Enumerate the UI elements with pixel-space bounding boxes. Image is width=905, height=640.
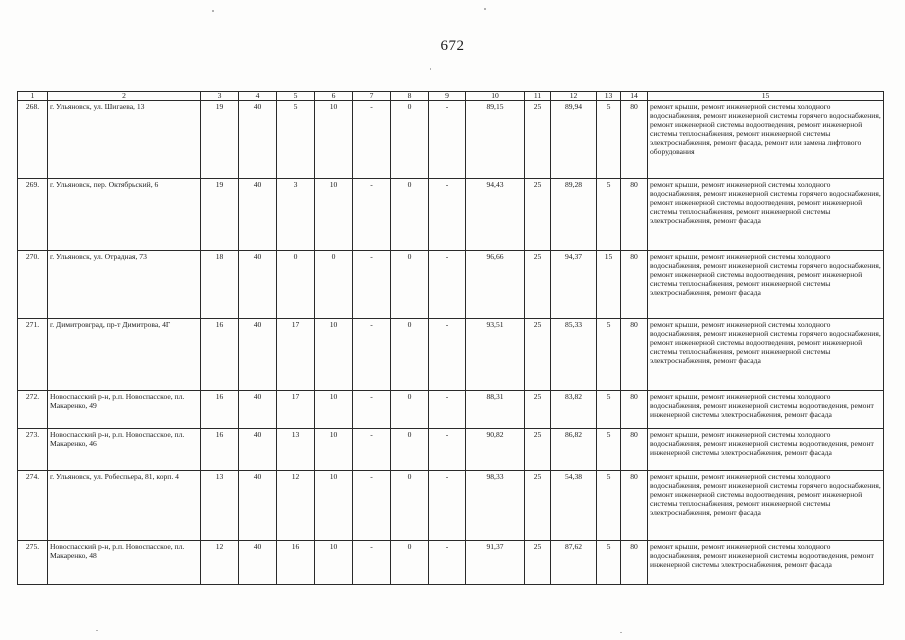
table-row [18, 391, 884, 429]
col7-cell: - [353, 179, 391, 251]
col7-cell: - [353, 391, 391, 429]
column-number-row [18, 92, 884, 101]
column-number: 2 [48, 92, 201, 101]
col13-cell: 5 [597, 391, 621, 429]
column-number: 4 [239, 92, 277, 101]
repair-register-table [17, 91, 884, 585]
col6-cell: 0 [315, 251, 353, 319]
col4-cell: 40 [239, 471, 277, 541]
col5-cell: 16 [277, 541, 315, 585]
col13-cell: 5 [597, 319, 621, 391]
column-number: 6 [315, 92, 353, 101]
works-cell: ремонт крыши, ремонт инженерной системы холодного водоснабжения, ремонт инженерной системы водоотведения, ремонт инженерной системы электроснабжения, ремонт фасада [648, 541, 884, 585]
column-number: 10 [466, 92, 525, 101]
scan-speck [96, 630, 98, 631]
col14-cell: 80 [621, 429, 648, 471]
col9-cell: - [429, 541, 466, 585]
col11-cell: 25 [525, 251, 551, 319]
col10-cell: 93,51 [466, 319, 525, 391]
row-number: 269. [18, 179, 48, 251]
address-cell: г. Ульяновск, ул. Отрадная, 73 [48, 251, 201, 319]
col9-cell: - [429, 471, 466, 541]
works-cell: ремонт крыши, ремонт инженерной системы холодного водоснабжения, ремонт инженерной системы горячего водоснабжения, ремонт инженерной системы водоотведения, ремонт инженерной системы теплоснабжения, ремонт инженерной системы электроснабжения, ремонт фасада [648, 251, 884, 319]
col10-cell: 91,37 [466, 541, 525, 585]
col6-cell: 10 [315, 541, 353, 585]
row-number: 273. [18, 429, 48, 471]
row-number: 268. [18, 101, 48, 179]
col8-cell: 0 [391, 429, 429, 471]
scan-speck [212, 10, 214, 12]
col13-cell: 15 [597, 251, 621, 319]
col10-cell: 89,15 [466, 101, 525, 179]
works-cell: ремонт крыши, ремонт инженерной системы холодного водоснабжения, ремонт инженерной системы горячего водоснабжения, ремонт инженерной системы водоотведения, ремонт инженерной системы теплоснабжения, ремонт инженерной системы электроснабжения, ремонт фасада [648, 471, 884, 541]
works-cell: ремонт крыши, ремонт инженерной системы холодного водоснабжения, ремонт инженерной системы водоотведения, ремонт инженерной системы электроснабжения, ремонт фасада [648, 391, 884, 429]
col12-cell: 85,33 [551, 319, 597, 391]
col5-cell: 3 [277, 179, 315, 251]
col14-cell: 80 [621, 101, 648, 179]
col6-cell: 10 [315, 319, 353, 391]
col14-cell: 80 [621, 179, 648, 251]
col5-cell: 17 [277, 391, 315, 429]
col14-cell: 80 [621, 319, 648, 391]
row-number: 271. [18, 319, 48, 391]
col11-cell: 25 [525, 391, 551, 429]
col7-cell: - [353, 319, 391, 391]
works-cell: ремонт крыши, ремонт инженерной системы холодного водоснабжения, ремонт инженерной системы горячего водоснабжения, ремонт инженерной системы водоотведения, ремонт инженерной системы теплоснабжения, ремонт инженерной системы электроснабжения, ремонт фасада, ремонт или замена лифтового оборудования [648, 101, 884, 179]
column-number: 8 [391, 92, 429, 101]
col5-cell: 13 [277, 429, 315, 471]
col14-cell: 80 [621, 251, 648, 319]
col3-cell: 16 [201, 391, 239, 429]
scan-speck [620, 632, 622, 633]
col5-cell: 5 [277, 101, 315, 179]
column-number: 13 [597, 92, 621, 101]
col12-cell: 86,82 [551, 429, 597, 471]
scan-speck [430, 68, 431, 70]
col7-cell: - [353, 429, 391, 471]
table-row [18, 319, 884, 391]
col6-cell: 10 [315, 391, 353, 429]
col13-cell: 5 [597, 471, 621, 541]
col4-cell: 40 [239, 101, 277, 179]
column-number: 11 [525, 92, 551, 101]
address-cell: г. Ульяновск, ул. Шигаева, 13 [48, 101, 201, 179]
col5-cell: 0 [277, 251, 315, 319]
col4-cell: 40 [239, 391, 277, 429]
col3-cell: 19 [201, 101, 239, 179]
col10-cell: 88,31 [466, 391, 525, 429]
col10-cell: 94,43 [466, 179, 525, 251]
col7-cell: - [353, 101, 391, 179]
col8-cell: 0 [391, 179, 429, 251]
col6-cell: 10 [315, 101, 353, 179]
col10-cell: 98,33 [466, 471, 525, 541]
address-cell: г. Ульяновск, ул. Робеспьера, 81, корп. 4 [48, 471, 201, 541]
row-number: 275. [18, 541, 48, 585]
col7-cell: - [353, 471, 391, 541]
col3-cell: 16 [201, 319, 239, 391]
col8-cell: 0 [391, 391, 429, 429]
col5-cell: 17 [277, 319, 315, 391]
col9-cell: - [429, 391, 466, 429]
col5-cell: 12 [277, 471, 315, 541]
col9-cell: - [429, 179, 466, 251]
col13-cell: 5 [597, 101, 621, 179]
col9-cell: - [429, 429, 466, 471]
col4-cell: 40 [239, 251, 277, 319]
col4-cell: 40 [239, 541, 277, 585]
col11-cell: 25 [525, 471, 551, 541]
works-cell: ремонт крыши, ремонт инженерной системы холодного водоснабжения, ремонт инженерной системы горячего водоснабжения, ремонт инженерной системы водоотведения, ремонт инженерной системы теплоснабжения, ремонт инженерной системы электроснабжения, ремонт фасада [648, 319, 884, 391]
col9-cell: - [429, 319, 466, 391]
address-cell: Новоспасский р-н, р.п. Новоспасское, пл. Макаренко, 48 [48, 541, 201, 585]
col8-cell: 0 [391, 471, 429, 541]
column-number: 5 [277, 92, 315, 101]
col4-cell: 40 [239, 429, 277, 471]
col8-cell: 0 [391, 319, 429, 391]
works-cell: ремонт крыши, ремонт инженерной системы холодного водоснабжения, ремонт инженерной системы водоотведения, ремонт инженерной системы электроснабжения, ремонт фасада [648, 429, 884, 471]
col8-cell: 0 [391, 101, 429, 179]
column-number: 1 [18, 92, 48, 101]
col3-cell: 13 [201, 471, 239, 541]
col12-cell: 87,62 [551, 541, 597, 585]
col3-cell: 19 [201, 179, 239, 251]
col13-cell: 5 [597, 429, 621, 471]
column-number: 3 [201, 92, 239, 101]
column-number: 15 [648, 92, 884, 101]
col6-cell: 10 [315, 179, 353, 251]
col14-cell: 80 [621, 541, 648, 585]
works-cell: ремонт крыши, ремонт инженерной системы холодного водоснабжения, ремонт инженерной системы горячего водоснабжения, ремонт инженерной системы водоотведения, ремонт инженерной системы теплоснабжения, ремонт инженерной системы электроснабжения, ремонт фасада [648, 179, 884, 251]
row-number: 270. [18, 251, 48, 319]
col7-cell: - [353, 541, 391, 585]
col4-cell: 40 [239, 319, 277, 391]
col13-cell: 5 [597, 179, 621, 251]
col12-cell: 89,94 [551, 101, 597, 179]
table-row [18, 179, 884, 251]
col3-cell: 12 [201, 541, 239, 585]
col12-cell: 89,28 [551, 179, 597, 251]
col12-cell: 83,82 [551, 391, 597, 429]
table-row [18, 101, 884, 179]
table-row [18, 429, 884, 471]
col12-cell: 54,38 [551, 471, 597, 541]
col10-cell: 90,82 [466, 429, 525, 471]
col3-cell: 16 [201, 429, 239, 471]
col9-cell: - [429, 251, 466, 319]
col4-cell: 40 [239, 179, 277, 251]
address-cell: г. Ульяновск, пер. Октябрьский, 6 [48, 179, 201, 251]
column-number: 7 [353, 92, 391, 101]
table-body [18, 101, 884, 585]
table-row [18, 251, 884, 319]
col11-cell: 25 [525, 179, 551, 251]
col3-cell: 18 [201, 251, 239, 319]
col8-cell: 0 [391, 251, 429, 319]
row-number: 272. [18, 391, 48, 429]
col14-cell: 80 [621, 471, 648, 541]
row-number: 274. [18, 471, 48, 541]
col12-cell: 94,37 [551, 251, 597, 319]
col11-cell: 25 [525, 319, 551, 391]
col8-cell: 0 [391, 541, 429, 585]
col10-cell: 96,66 [466, 251, 525, 319]
scan-speck [484, 8, 486, 10]
address-cell: г. Димитровград, пр-т Димитрова, 4Г [48, 319, 201, 391]
page-number: 672 [440, 38, 465, 54]
col6-cell: 10 [315, 429, 353, 471]
table-row [18, 541, 884, 585]
column-number: 14 [621, 92, 648, 101]
address-cell: Новоспасский р-н, р.п. Новоспасское, пл. Макаренко, 46 [48, 429, 201, 471]
col14-cell: 80 [621, 391, 648, 429]
col11-cell: 25 [525, 101, 551, 179]
address-cell: Новоспасский р-н, р.п. Новоспасское, пл. Макаренко, 49 [48, 391, 201, 429]
col11-cell: 25 [525, 541, 551, 585]
column-number: 9 [429, 92, 466, 101]
col11-cell: 25 [525, 429, 551, 471]
col9-cell: - [429, 101, 466, 179]
table-row [18, 471, 884, 541]
col6-cell: 10 [315, 471, 353, 541]
col13-cell: 5 [597, 541, 621, 585]
col7-cell: - [353, 251, 391, 319]
column-number: 12 [551, 92, 597, 101]
